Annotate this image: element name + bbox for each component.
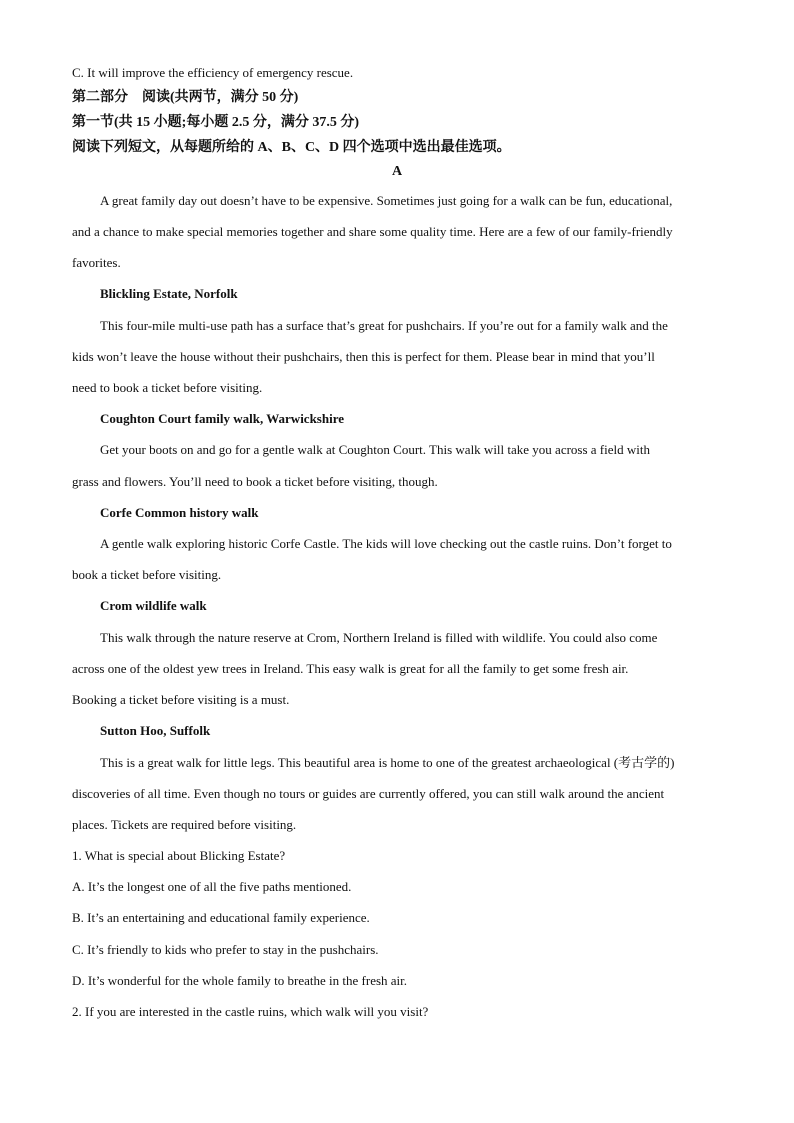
walk-text-line: Get your boots on and go for a gentle walk at Coughton Court. This walk will take you across a field with [100,442,650,457]
question-stem: 2. If you are interested in the castle ruins, which walk will you visit? [72,1004,429,1019]
answer-option: D. It’s wonderful for the whole family to breathe in the fresh air. [72,973,408,988]
section-title: 第一节(共 15 小题;每小题 2.5 分，满分 37.5 分) [72,115,359,130]
walk-text-line: places. Tickets are required before visiting. [72,817,297,832]
walk-text-line: Booking a ticket before visiting is a must. [72,692,290,707]
part-title: 第二部分 阅读(共两节，满分 50 分) [72,90,299,105]
walk-heading: Corfe Common history walk [100,505,259,520]
answer-option: B. It’s an entertaining and educational family experience. [72,910,370,925]
previous-question-option: C. It will improve the efficiency of emergency rescue. [72,65,354,80]
walk-heading: Coughton Court family walk, Warwickshire [100,411,345,426]
walk-text-line: kids won’t leave the house without their pushchairs, then this is perfect for them. Please bear in mind that you’ll [72,349,655,364]
answer-option: A. It’s the longest one of all the five paths mentioned. [72,879,352,894]
question-stem: 1. What is special about Blicking Estate? [72,848,286,863]
walk-heading: Blickling Estate, Norfolk [100,286,238,301]
walk-heading: Crom wildlife walk [100,598,207,613]
walk-text-line: grass and flowers. You’ll need to book a ticket before visiting, though. [72,474,438,489]
walk-text-line: discoveries of all time. Even though no tours or guides are currently offered, you can still walk around the ancient [72,786,665,801]
walk-text-line: This four-mile multi-use path has a surface that’s great for pushchairs. If you’re out for a family walk and the [100,318,668,333]
walk-text-line: This is a great walk for little legs. This beautiful area is home to one of the greatest archaeological (考古学的) [100,755,675,770]
intro-line: and a chance to make special memories together and share some quality time. Here are a few of our family-friendly [72,224,673,239]
intro-line: A great family day out doesn’t have to be expensive. Sometimes just going for a walk can be fun, educational, [100,193,673,208]
intro-line: favorites. [72,255,121,270]
walk-text-line: A gentle walk exploring historic Corfe Castle. The kids will love checking out the castle ruins. Don’t forget to [100,536,672,551]
instructions: 阅读下列短文，从每题所给的 A、B、C、D 四个选项中选出最佳选项。 [72,140,511,155]
walk-text-line: This walk through the nature reserve at Crom, Northern Ireland is filled with wildlife. You could also come [100,630,658,645]
passage-label: A [391,164,403,179]
walk-heading: Sutton Hoo, Suffolk [100,723,211,738]
walk-text-line: need to book a ticket before visiting. [72,380,263,395]
answer-option: C. It’s friendly to kids who prefer to stay in the pushchairs. [72,942,379,957]
walk-text-line: book a ticket before visiting. [72,567,222,582]
walk-text-line: across one of the oldest yew trees in Ireland. This easy walk is great for all the family to get some fresh air. [72,661,629,676]
